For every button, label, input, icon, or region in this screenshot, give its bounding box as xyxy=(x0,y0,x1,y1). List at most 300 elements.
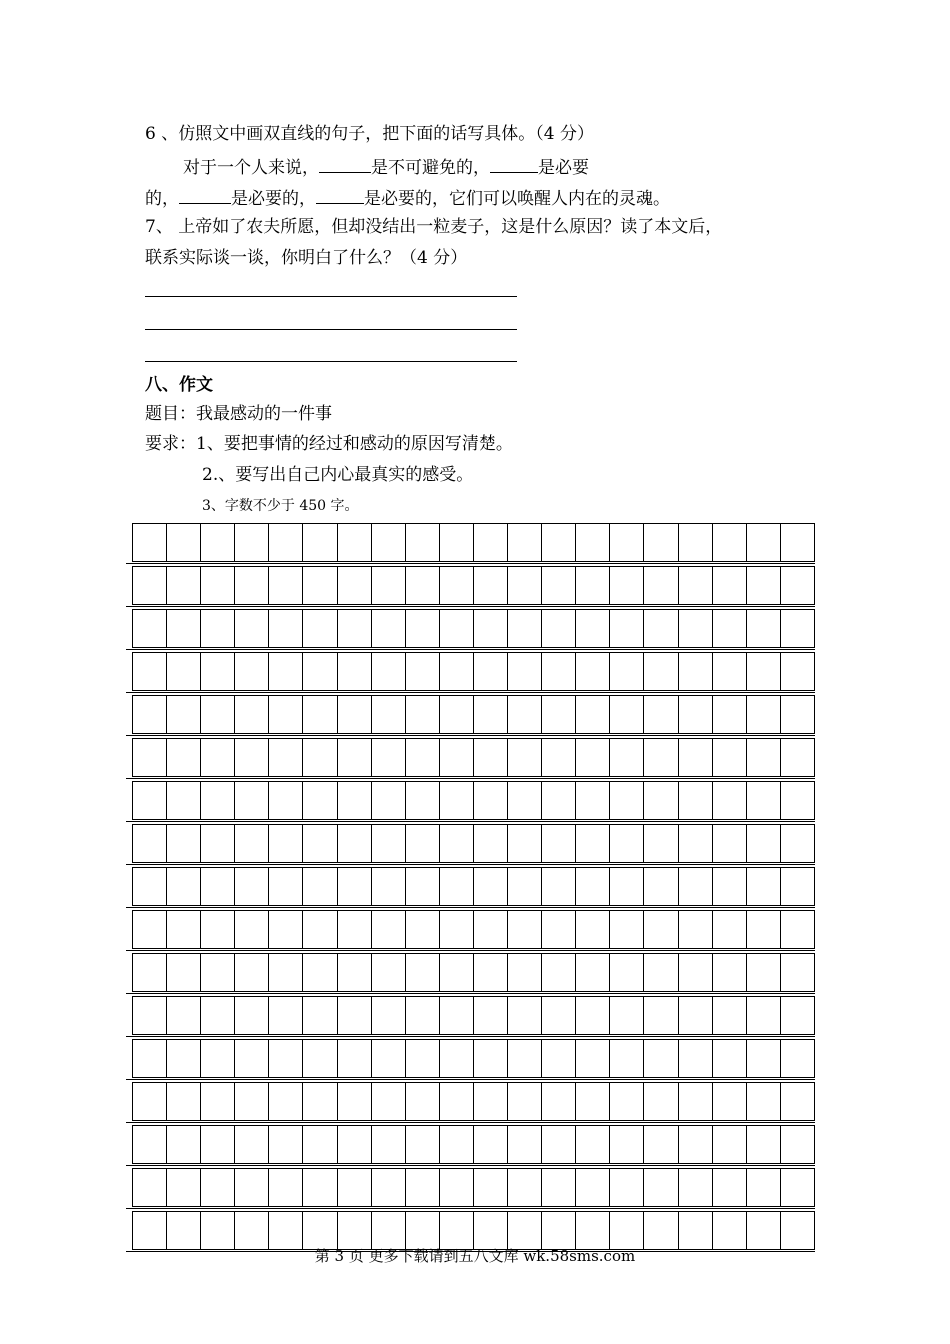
grid-cell[interactable] xyxy=(268,567,302,604)
grid-cell[interactable] xyxy=(643,825,677,862)
grid-cell[interactable] xyxy=(541,1126,575,1163)
grid-cell[interactable] xyxy=(746,911,780,948)
grid-cell[interactable] xyxy=(575,868,609,905)
grid-cell[interactable] xyxy=(132,1212,166,1249)
grid-cell[interactable] xyxy=(405,997,439,1034)
grid-cell[interactable] xyxy=(609,1126,643,1163)
grid-cell[interactable] xyxy=(200,954,234,991)
grid-cell[interactable] xyxy=(268,1212,302,1249)
grid-cell[interactable] xyxy=(439,1169,473,1206)
grid-cell[interactable] xyxy=(746,1212,780,1249)
grid-cell[interactable] xyxy=(712,825,746,862)
grid-cell[interactable] xyxy=(268,954,302,991)
grid-cell[interactable] xyxy=(439,1083,473,1120)
grid-cell[interactable] xyxy=(678,524,712,561)
grid-cell[interactable] xyxy=(507,911,541,948)
grid-cell[interactable] xyxy=(575,782,609,819)
grid-cell[interactable] xyxy=(302,696,336,733)
grid-cell[interactable] xyxy=(268,1169,302,1206)
grid-cell[interactable] xyxy=(166,825,200,862)
grid-cell[interactable] xyxy=(780,567,815,604)
grid-cell[interactable] xyxy=(780,1083,815,1120)
grid-cell[interactable] xyxy=(643,739,677,776)
grid-cell[interactable] xyxy=(234,696,268,733)
grid-cell[interactable] xyxy=(371,653,405,690)
grid-cell[interactable] xyxy=(302,868,336,905)
grid-cell[interactable] xyxy=(609,653,643,690)
grid-cell[interactable] xyxy=(405,1083,439,1120)
grid-cell[interactable] xyxy=(541,696,575,733)
grid-cell[interactable] xyxy=(337,653,371,690)
grid-cell[interactable] xyxy=(302,1169,336,1206)
grid-cell[interactable] xyxy=(712,954,746,991)
grid-cell[interactable] xyxy=(575,1083,609,1120)
grid-cell[interactable] xyxy=(234,653,268,690)
grid-cell[interactable] xyxy=(234,1040,268,1077)
grid-cell[interactable] xyxy=(439,610,473,647)
grid-cell[interactable] xyxy=(643,1169,677,1206)
grid-cell[interactable] xyxy=(268,524,302,561)
grid-cell[interactable] xyxy=(200,653,234,690)
grid-cell[interactable] xyxy=(643,696,677,733)
grid-cell[interactable] xyxy=(541,739,575,776)
grid-cell[interactable] xyxy=(780,997,815,1034)
grid-cell[interactable] xyxy=(439,997,473,1034)
grid-cell[interactable] xyxy=(371,1169,405,1206)
grid-cell[interactable] xyxy=(200,1126,234,1163)
grid-cell[interactable] xyxy=(609,524,643,561)
grid-cell[interactable] xyxy=(609,868,643,905)
grid-cell[interactable] xyxy=(507,954,541,991)
grid-cell[interactable] xyxy=(541,653,575,690)
grid-cell[interactable] xyxy=(268,782,302,819)
grid-cell[interactable] xyxy=(712,1212,746,1249)
grid-cell[interactable] xyxy=(337,1040,371,1077)
grid-cell[interactable] xyxy=(507,610,541,647)
grid-cell[interactable] xyxy=(337,1212,371,1249)
grid-cell[interactable] xyxy=(473,911,507,948)
grid-cell[interactable] xyxy=(132,825,166,862)
grid-cell[interactable] xyxy=(371,868,405,905)
grid-cell[interactable] xyxy=(268,739,302,776)
grid-cell[interactable] xyxy=(200,997,234,1034)
grid-cell[interactable] xyxy=(200,911,234,948)
grid-cell[interactable] xyxy=(200,610,234,647)
grid-cell[interactable] xyxy=(371,1040,405,1077)
grid-cell[interactable] xyxy=(302,524,336,561)
grid-cell[interactable] xyxy=(678,1083,712,1120)
grid-cell[interactable] xyxy=(132,1169,166,1206)
grid-cell[interactable] xyxy=(473,997,507,1034)
fill-blank-4[interactable] xyxy=(316,185,364,204)
grid-cell[interactable] xyxy=(268,1083,302,1120)
grid-cell[interactable] xyxy=(473,567,507,604)
grid-cell[interactable] xyxy=(302,1083,336,1120)
grid-cell[interactable] xyxy=(371,911,405,948)
grid-cell[interactable] xyxy=(371,696,405,733)
grid-cell[interactable] xyxy=(337,739,371,776)
grid-cell[interactable] xyxy=(541,911,575,948)
grid-cell[interactable] xyxy=(302,653,336,690)
grid-cell[interactable] xyxy=(678,1126,712,1163)
grid-cell[interactable] xyxy=(678,825,712,862)
grid-cell[interactable] xyxy=(405,696,439,733)
grid-cell[interactable] xyxy=(609,1083,643,1120)
grid-cell[interactable] xyxy=(609,911,643,948)
grid-cell[interactable] xyxy=(780,954,815,991)
grid-cell[interactable] xyxy=(678,1169,712,1206)
grid-cell[interactable] xyxy=(200,1169,234,1206)
grid-cell[interactable] xyxy=(439,1040,473,1077)
grid-cell[interactable] xyxy=(234,868,268,905)
grid-cell[interactable] xyxy=(405,1126,439,1163)
grid-cell[interactable] xyxy=(405,524,439,561)
grid-cell[interactable] xyxy=(132,653,166,690)
grid-cell[interactable] xyxy=(405,653,439,690)
grid-cell[interactable] xyxy=(405,567,439,604)
grid-cell[interactable] xyxy=(473,610,507,647)
grid-cell[interactable] xyxy=(132,911,166,948)
grid-cell[interactable] xyxy=(302,1040,336,1077)
grid-cell[interactable] xyxy=(132,1126,166,1163)
grid-cell[interactable] xyxy=(439,653,473,690)
grid-cell[interactable] xyxy=(780,1126,815,1163)
grid-cell[interactable] xyxy=(746,868,780,905)
grid-cell[interactable] xyxy=(166,610,200,647)
grid-cell[interactable] xyxy=(678,868,712,905)
fill-blank-2[interactable] xyxy=(490,154,538,173)
grid-cell[interactable] xyxy=(780,653,815,690)
grid-cell[interactable] xyxy=(371,1212,405,1249)
grid-cell[interactable] xyxy=(780,696,815,733)
grid-cell[interactable] xyxy=(473,868,507,905)
grid-cell[interactable] xyxy=(746,739,780,776)
grid-cell[interactable] xyxy=(643,782,677,819)
grid-cell[interactable] xyxy=(337,1169,371,1206)
grid-cell[interactable] xyxy=(678,610,712,647)
grid-cell[interactable] xyxy=(712,911,746,948)
grid-cell[interactable] xyxy=(575,1126,609,1163)
grid-cell[interactable] xyxy=(712,739,746,776)
grid-cell[interactable] xyxy=(507,1169,541,1206)
grid-cell[interactable] xyxy=(405,1169,439,1206)
grid-cell[interactable] xyxy=(302,567,336,604)
grid-cell[interactable] xyxy=(166,1169,200,1206)
grid-cell[interactable] xyxy=(200,782,234,819)
grid-cell[interactable] xyxy=(166,653,200,690)
grid-cell[interactable] xyxy=(507,567,541,604)
grid-cell[interactable] xyxy=(712,997,746,1034)
grid-cell[interactable] xyxy=(609,782,643,819)
grid-cell[interactable] xyxy=(643,868,677,905)
grid-cell[interactable] xyxy=(234,825,268,862)
grid-cell[interactable] xyxy=(166,868,200,905)
grid-cell[interactable] xyxy=(643,1126,677,1163)
grid-cell[interactable] xyxy=(371,954,405,991)
grid-cell[interactable] xyxy=(405,911,439,948)
grid-cell[interactable] xyxy=(473,739,507,776)
grid-cell[interactable] xyxy=(337,567,371,604)
grid-cell[interactable] xyxy=(473,653,507,690)
grid-cell[interactable] xyxy=(746,997,780,1034)
grid-cell[interactable] xyxy=(712,1126,746,1163)
grid-cell[interactable] xyxy=(439,825,473,862)
grid-cell[interactable] xyxy=(371,524,405,561)
grid-cell[interactable] xyxy=(575,610,609,647)
grid-cell[interactable] xyxy=(507,653,541,690)
grid-cell[interactable] xyxy=(405,954,439,991)
grid-cell[interactable] xyxy=(712,1040,746,1077)
grid-cell[interactable] xyxy=(268,610,302,647)
grid-cell[interactable] xyxy=(200,567,234,604)
grid-cell[interactable] xyxy=(780,610,815,647)
answer-line-2[interactable] xyxy=(145,329,517,330)
grid-cell[interactable] xyxy=(302,610,336,647)
grid-cell[interactable] xyxy=(643,567,677,604)
grid-cell[interactable] xyxy=(337,1126,371,1163)
grid-cell[interactable] xyxy=(746,1083,780,1120)
grid-cell[interactable] xyxy=(678,911,712,948)
grid-cell[interactable] xyxy=(371,825,405,862)
grid-cell[interactable] xyxy=(166,696,200,733)
grid-cell[interactable] xyxy=(234,610,268,647)
grid-cell[interactable] xyxy=(166,567,200,604)
grid-cell[interactable] xyxy=(234,1212,268,1249)
grid-cell[interactable] xyxy=(132,782,166,819)
grid-cell[interactable] xyxy=(575,1212,609,1249)
grid-cell[interactable] xyxy=(268,868,302,905)
grid-cell[interactable] xyxy=(132,1083,166,1120)
grid-cell[interactable] xyxy=(712,782,746,819)
grid-cell[interactable] xyxy=(746,1040,780,1077)
grid-cell[interactable] xyxy=(302,911,336,948)
grid-cell[interactable] xyxy=(712,653,746,690)
grid-cell[interactable] xyxy=(439,696,473,733)
grid-cell[interactable] xyxy=(712,524,746,561)
grid-cell[interactable] xyxy=(200,1083,234,1120)
grid-cell[interactable] xyxy=(234,567,268,604)
grid-cell[interactable] xyxy=(166,782,200,819)
grid-cell[interactable] xyxy=(507,696,541,733)
grid-cell[interactable] xyxy=(268,1040,302,1077)
grid-cell[interactable] xyxy=(541,868,575,905)
grid-cell[interactable] xyxy=(439,911,473,948)
grid-cell[interactable] xyxy=(643,1040,677,1077)
grid-cell[interactable] xyxy=(643,610,677,647)
grid-cell[interactable] xyxy=(132,997,166,1034)
grid-cell[interactable] xyxy=(439,524,473,561)
grid-cell[interactable] xyxy=(302,1126,336,1163)
grid-cell[interactable] xyxy=(541,825,575,862)
grid-cell[interactable] xyxy=(200,696,234,733)
grid-cell[interactable] xyxy=(132,567,166,604)
grid-cell[interactable] xyxy=(507,997,541,1034)
writing-grid[interactable] xyxy=(126,523,815,1254)
grid-cell[interactable] xyxy=(609,1040,643,1077)
grid-cell[interactable] xyxy=(746,1169,780,1206)
grid-cell[interactable] xyxy=(337,825,371,862)
grid-cell[interactable] xyxy=(302,997,336,1034)
grid-cell[interactable] xyxy=(371,782,405,819)
grid-cell[interactable] xyxy=(541,610,575,647)
grid-cell[interactable] xyxy=(541,1083,575,1120)
grid-cell[interactable] xyxy=(268,1126,302,1163)
grid-cell[interactable] xyxy=(746,696,780,733)
grid-cell[interactable] xyxy=(678,997,712,1034)
grid-cell[interactable] xyxy=(337,954,371,991)
grid-cell[interactable] xyxy=(439,1212,473,1249)
grid-cell[interactable] xyxy=(200,1212,234,1249)
grid-cell[interactable] xyxy=(712,1169,746,1206)
grid-cell[interactable] xyxy=(302,825,336,862)
grid-cell[interactable] xyxy=(780,1169,815,1206)
grid-cell[interactable] xyxy=(200,825,234,862)
grid-cell[interactable] xyxy=(643,1212,677,1249)
grid-cell[interactable] xyxy=(541,782,575,819)
grid-cell[interactable] xyxy=(337,997,371,1034)
grid-cell[interactable] xyxy=(746,782,780,819)
grid-cell[interactable] xyxy=(541,567,575,604)
grid-cell[interactable] xyxy=(780,782,815,819)
grid-cell[interactable] xyxy=(780,739,815,776)
grid-cell[interactable] xyxy=(780,524,815,561)
grid-cell[interactable] xyxy=(507,1212,541,1249)
grid-cell[interactable] xyxy=(268,911,302,948)
grid-cell[interactable] xyxy=(575,696,609,733)
grid-cell[interactable] xyxy=(439,567,473,604)
grid-cell[interactable] xyxy=(609,954,643,991)
grid-cell[interactable] xyxy=(337,868,371,905)
grid-cell[interactable] xyxy=(678,1040,712,1077)
grid-cell[interactable] xyxy=(507,782,541,819)
grid-cell[interactable] xyxy=(371,1126,405,1163)
grid-cell[interactable] xyxy=(473,954,507,991)
grid-cell[interactable] xyxy=(337,524,371,561)
grid-cell[interactable] xyxy=(405,782,439,819)
grid-cell[interactable] xyxy=(746,825,780,862)
grid-cell[interactable] xyxy=(337,610,371,647)
grid-cell[interactable] xyxy=(541,1040,575,1077)
grid-cell[interactable] xyxy=(234,739,268,776)
grid-cell[interactable] xyxy=(371,739,405,776)
grid-cell[interactable] xyxy=(268,825,302,862)
grid-cell[interactable] xyxy=(302,954,336,991)
grid-cell[interactable] xyxy=(609,825,643,862)
grid-cell[interactable] xyxy=(166,524,200,561)
grid-cell[interactable] xyxy=(575,567,609,604)
grid-cell[interactable] xyxy=(439,868,473,905)
grid-cell[interactable] xyxy=(234,1083,268,1120)
grid-cell[interactable] xyxy=(439,739,473,776)
grid-cell[interactable] xyxy=(234,911,268,948)
grid-cell[interactable] xyxy=(268,997,302,1034)
grid-cell[interactable] xyxy=(337,696,371,733)
grid-cell[interactable] xyxy=(268,653,302,690)
grid-cell[interactable] xyxy=(473,524,507,561)
grid-cell[interactable] xyxy=(166,997,200,1034)
grid-cell[interactable] xyxy=(678,782,712,819)
grid-cell[interactable] xyxy=(234,954,268,991)
grid-cell[interactable] xyxy=(405,610,439,647)
grid-cell[interactable] xyxy=(473,1126,507,1163)
grid-cell[interactable] xyxy=(439,782,473,819)
grid-cell[interactable] xyxy=(575,911,609,948)
grid-cell[interactable] xyxy=(712,610,746,647)
grid-cell[interactable] xyxy=(234,1169,268,1206)
answer-line-3[interactable] xyxy=(145,361,517,362)
grid-cell[interactable] xyxy=(132,696,166,733)
grid-cell[interactable] xyxy=(200,739,234,776)
grid-cell[interactable] xyxy=(405,739,439,776)
grid-cell[interactable] xyxy=(746,610,780,647)
grid-cell[interactable] xyxy=(746,524,780,561)
grid-cell[interactable] xyxy=(643,524,677,561)
grid-cell[interactable] xyxy=(200,524,234,561)
grid-cell[interactable] xyxy=(507,524,541,561)
grid-cell[interactable] xyxy=(166,954,200,991)
grid-cell[interactable] xyxy=(234,524,268,561)
grid-cell[interactable] xyxy=(439,1126,473,1163)
grid-cell[interactable] xyxy=(780,911,815,948)
grid-cell[interactable] xyxy=(780,868,815,905)
grid-cell[interactable] xyxy=(371,997,405,1034)
grid-cell[interactable] xyxy=(507,1040,541,1077)
grid-cell[interactable] xyxy=(575,1040,609,1077)
grid-cell[interactable] xyxy=(575,1169,609,1206)
grid-cell[interactable] xyxy=(302,782,336,819)
grid-cell[interactable] xyxy=(132,868,166,905)
grid-cell[interactable] xyxy=(405,825,439,862)
grid-cell[interactable] xyxy=(132,1040,166,1077)
grid-cell[interactable] xyxy=(609,1169,643,1206)
grid-cell[interactable] xyxy=(371,567,405,604)
grid-cell[interactable] xyxy=(473,782,507,819)
grid-cell[interactable] xyxy=(678,1212,712,1249)
grid-cell[interactable] xyxy=(473,1212,507,1249)
grid-cell[interactable] xyxy=(473,1040,507,1077)
grid-cell[interactable] xyxy=(541,954,575,991)
grid-cell[interactable] xyxy=(575,954,609,991)
grid-cell[interactable] xyxy=(575,825,609,862)
grid-cell[interactable] xyxy=(507,825,541,862)
grid-cell[interactable] xyxy=(609,696,643,733)
grid-cell[interactable] xyxy=(541,1169,575,1206)
grid-cell[interactable] xyxy=(643,954,677,991)
grid-cell[interactable] xyxy=(609,1212,643,1249)
grid-cell[interactable] xyxy=(575,739,609,776)
grid-cell[interactable] xyxy=(746,567,780,604)
grid-cell[interactable] xyxy=(712,696,746,733)
grid-cell[interactable] xyxy=(405,868,439,905)
grid-cell[interactable] xyxy=(609,997,643,1034)
grid-cell[interactable] xyxy=(712,1083,746,1120)
grid-cell[interactable] xyxy=(507,739,541,776)
grid-cell[interactable] xyxy=(507,1083,541,1120)
grid-cell[interactable] xyxy=(746,1126,780,1163)
grid-cell[interactable] xyxy=(643,997,677,1034)
grid-cell[interactable] xyxy=(166,1040,200,1077)
grid-cell[interactable] xyxy=(302,739,336,776)
grid-cell[interactable] xyxy=(541,524,575,561)
grid-cell[interactable] xyxy=(541,1212,575,1249)
grid-cell[interactable] xyxy=(780,825,815,862)
grid-cell[interactable] xyxy=(746,954,780,991)
grid-cell[interactable] xyxy=(712,567,746,604)
grid-cell[interactable] xyxy=(200,1040,234,1077)
grid-cell[interactable] xyxy=(337,911,371,948)
grid-cell[interactable] xyxy=(609,739,643,776)
grid-cell[interactable] xyxy=(166,1126,200,1163)
